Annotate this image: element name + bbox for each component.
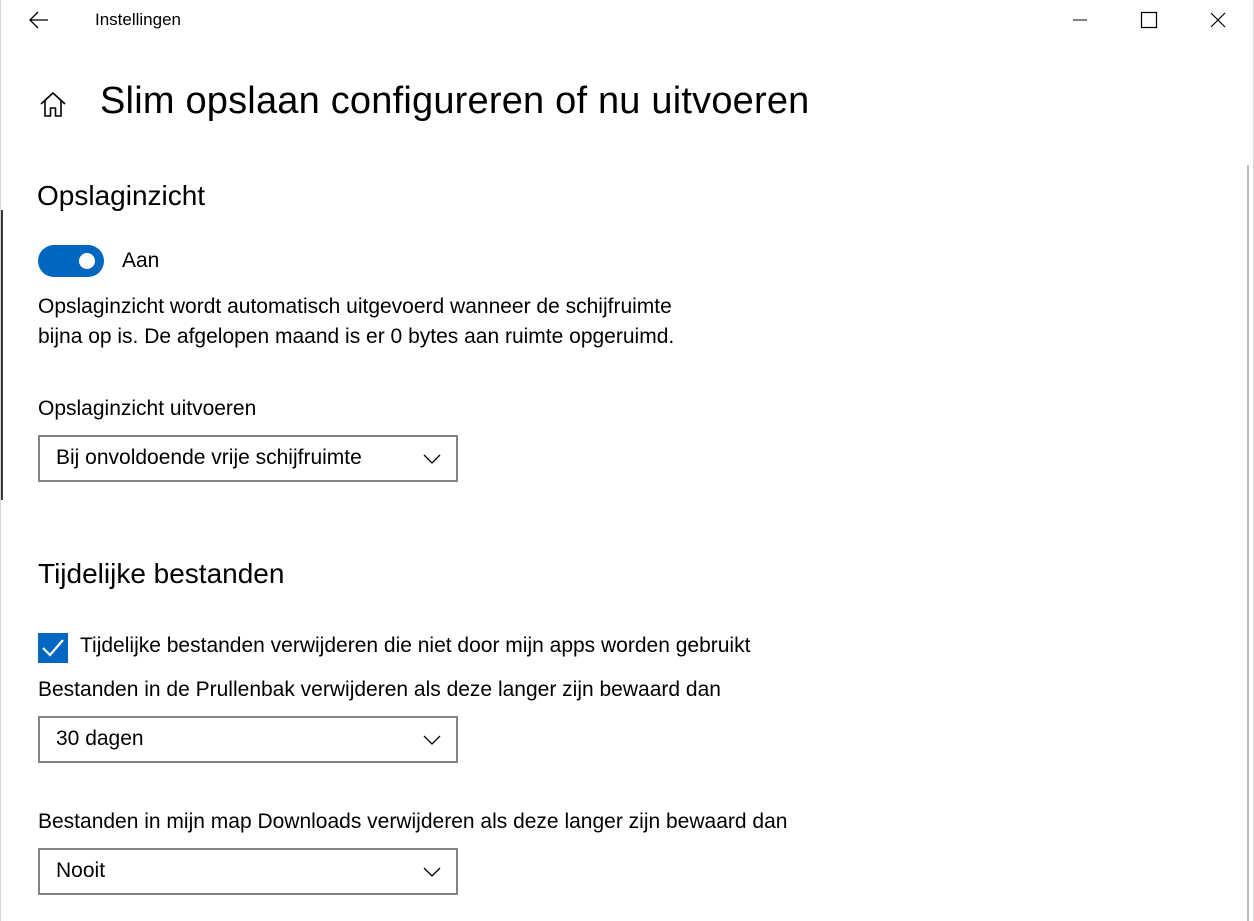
back-arrow-icon [29, 11, 49, 29]
section-heading-temp-files: Tijdelijke bestanden [38, 558, 285, 589]
toggle-state-label: Aan [122, 249, 160, 272]
downloads-dropdown[interactable] [38, 848, 458, 895]
storage-sense-toggle[interactable] [38, 245, 104, 277]
downloads-label: Bestanden in mijn map Downloads verwijderen als deze langer zijn bewaard dan [38, 810, 788, 833]
dropdown-selected-value: 30 dagen [56, 727, 144, 750]
home-button[interactable] [37, 88, 69, 120]
close-icon [1209, 11, 1227, 29]
app-title: Instellingen [95, 10, 182, 29]
run-storage-sense-label: Opslaginzicht uitvoeren [38, 397, 257, 420]
run-storage-sense-dropdown[interactable] [38, 435, 458, 482]
window-edge [1, 210, 3, 500]
delete-temp-files-checkbox[interactable] [38, 633, 68, 663]
maximize-button[interactable] [1115, 0, 1183, 40]
checkmark-icon [38, 633, 68, 663]
maximize-icon [1140, 11, 1158, 29]
page-title: Slim opslaan configureren of nu uitvoeren [100, 80, 810, 122]
dropdown-selected-value: Bij onvoldoende vrije schijfruimte [56, 446, 362, 469]
back-button[interactable] [19, 6, 59, 34]
close-button[interactable] [1184, 0, 1252, 40]
chevron-down-icon [422, 731, 442, 749]
title-bar [1, 0, 1253, 40]
scrollbar[interactable] [1247, 165, 1249, 921]
minimize-icon [1072, 12, 1088, 28]
minimize-button[interactable] [1046, 0, 1114, 40]
toggle-knob [79, 253, 95, 269]
section-heading-storage-sense: Opslaginzicht [37, 180, 206, 211]
recycle-bin-label: Bestanden in de Prullenbak verwijderen als deze langer zijn bewaard dan [38, 678, 721, 701]
dropdown-selected-value: Nooit [56, 859, 106, 882]
chevron-down-icon [422, 863, 442, 881]
recycle-bin-dropdown[interactable] [38, 716, 458, 763]
home-icon [37, 88, 69, 120]
storage-sense-description: Opslaginzicht wordt automatisch uitgevoerd wanneer de schijfruimte bijna op is. De afgelopen maand is er 0 bytes aan ruimte opgeruimd. [38, 295, 675, 348]
chevron-down-icon [422, 450, 442, 468]
delete-temp-files-label: Tijdelijke bestanden verwijderen die niet door mijn apps worden gebruikt [80, 634, 751, 657]
